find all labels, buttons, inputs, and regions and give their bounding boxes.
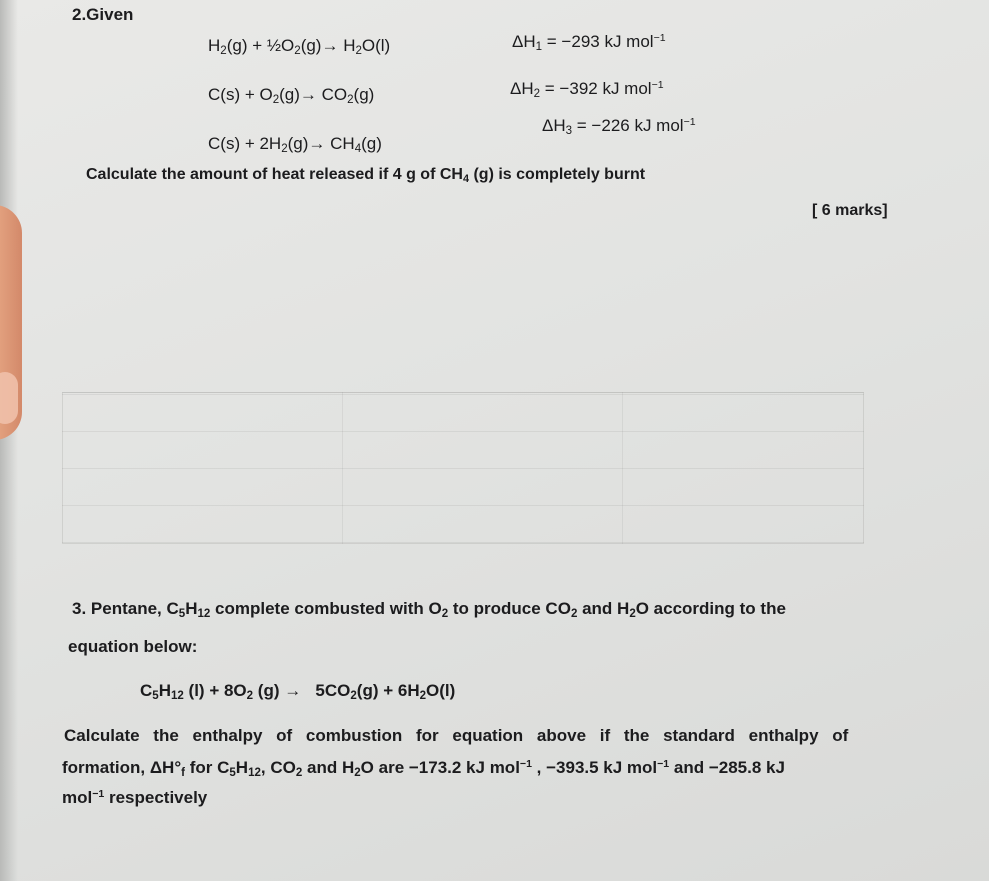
reaction-2-enthalpy: $\Delta H_2 = -392$ kJ mol$^{-1}$	[510, 79, 664, 101]
q2-heading: 2.Given	[72, 5, 134, 24]
faint-table-lines	[62, 392, 864, 544]
page-edge-shadow	[0, 0, 18, 881]
reaction-3-enthalpy: $\Delta H_3 = -226$ kJ mol$^{-1}$	[542, 116, 696, 138]
q3-equation: $C_5H_{12}$ $(l) + 8O_2$ $(g) \to 5CO_2(g) + 6H_2O(l)$	[140, 681, 456, 703]
fingernail-image	[0, 372, 18, 424]
q3-prompt-line-1: Calculate the enthalpy of combustion for equation above if the standard enthalpy of	[64, 726, 849, 745]
q3-prompt-line-2: formation, $\Delta H^\circ_f$ for $C_5H_{12}$, $CO_2$ and $H_2O$ are −173.2 kJ mol$^{-1}$ , −393.5 kJ mol$^{-1}$ and −285.8 kJ	[62, 758, 785, 780]
q3-intro-line-1: 3. Pentane, $C_5H_{12}$ complete combusted with $O_2$ to produce $CO_2$ and $H_2O$ according to the	[72, 599, 786, 621]
q2-prompt: Calculate the amount of heat released if 4 g of $CH_4$ (g) is completely burnt	[86, 166, 646, 186]
q3-intro-line-2: equation below:	[68, 637, 198, 656]
reaction-3-equation: $C(s) + 2H_2(g)\to CH_4(g)$	[208, 134, 382, 156]
q2-marks: [ 6 marks]	[812, 202, 888, 219]
reaction-1-enthalpy: $\Delta H_1 = -293$ kJ mol$^{-1}$	[512, 32, 666, 54]
q3-prompt-line-3: mol$^{-1}$ respectively	[62, 788, 208, 807]
reaction-2-equation: $C(s) + O_2(g)\to CO_2(g)$	[208, 85, 375, 107]
reaction-1-equation: $H_2(g)$ + $\frac{1}{2}O_2(g)\to H_2O(l)$	[208, 36, 391, 58]
